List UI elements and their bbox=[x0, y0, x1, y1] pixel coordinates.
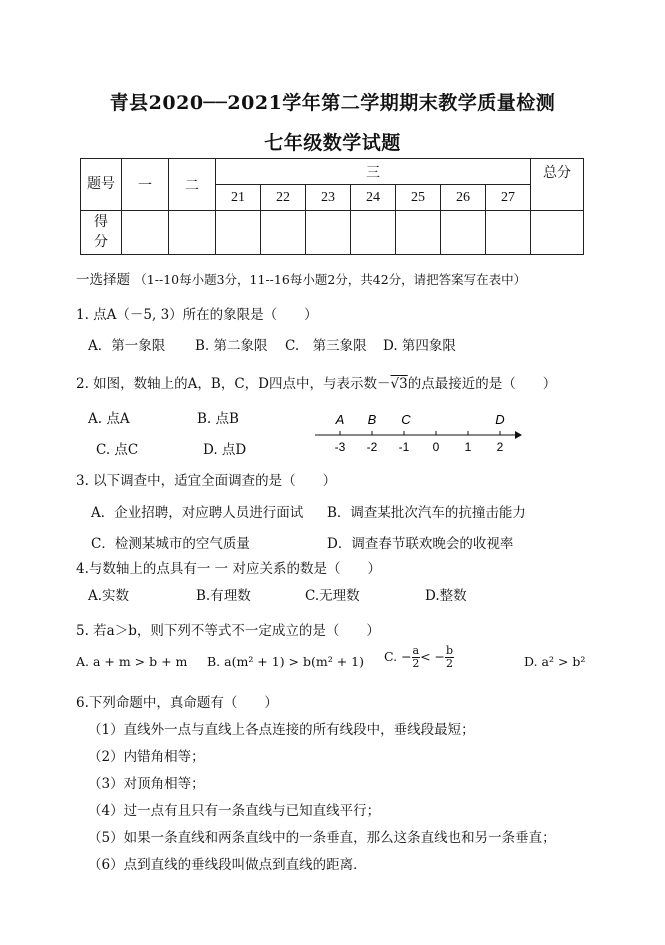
score-cell-21[interactable] bbox=[216, 211, 261, 255]
q1-option-a[interactable]: A．第一象限 bbox=[88, 338, 166, 354]
header-section-1: 一 bbox=[122, 159, 169, 211]
header-q25: 25 bbox=[396, 185, 441, 211]
score-cell-23[interactable] bbox=[306, 211, 351, 255]
q4-stem: 4.与数轴上的点具有一 一 对应关系的数是（ ） bbox=[76, 561, 381, 577]
tick-label-neg1: -1 bbox=[398, 440, 410, 454]
q4-option-d[interactable]: D.整数 bbox=[425, 588, 467, 604]
row-score-label: 得分 bbox=[81, 211, 122, 255]
q5-option-a[interactable]: A. a + m > b + m bbox=[76, 654, 188, 669]
header-q26: 26 bbox=[441, 185, 486, 211]
q6-item-3: （3）对顶角相等； bbox=[88, 776, 205, 792]
q1-stem: 1. 点A（－5, 3）所在的象限是（ ） bbox=[76, 307, 318, 323]
header-section-3: 三 bbox=[216, 159, 531, 185]
header-total: 总分 bbox=[531, 159, 584, 211]
score-cell-25[interactable] bbox=[396, 211, 441, 255]
tick-label-0: 0 bbox=[432, 440, 440, 454]
exam-title: 青县2020──2021学年第二学期期末教学质量检测 bbox=[109, 92, 556, 114]
point-a: A bbox=[335, 412, 345, 427]
score-cell-22[interactable] bbox=[261, 211, 306, 255]
score-cell-27[interactable] bbox=[486, 211, 531, 255]
sqrt3: √3 bbox=[390, 376, 408, 392]
header-q21: 21 bbox=[216, 185, 261, 211]
q2-option-c[interactable]: C. 点C bbox=[96, 442, 139, 458]
q6-item-6: （6）点到直线的垂线段叫做点到直线的距离． bbox=[88, 857, 367, 873]
exam-subtitle: 七年级数学试题 bbox=[264, 132, 401, 154]
score-cell-1[interactable] bbox=[122, 211, 169, 255]
q4-option-b[interactable]: B.有理数 bbox=[196, 588, 251, 604]
q1-option-b[interactable]: B. 第二象限 bbox=[195, 338, 268, 354]
header-section-2: 二 bbox=[169, 159, 216, 211]
tick-label-neg2: -2 bbox=[366, 440, 378, 454]
score-cell-total[interactable] bbox=[531, 211, 584, 255]
score-table bbox=[80, 158, 584, 255]
q2-option-a[interactable]: A. 点A bbox=[88, 411, 130, 427]
q6-item-2: （2）内错角相等； bbox=[88, 749, 205, 765]
number-line bbox=[310, 408, 525, 456]
q6-stem: 6.下列命题中，真命题有（ ） bbox=[76, 695, 278, 711]
q5-option-b[interactable]: B. a(m² + 1) > b(m² + 1) bbox=[207, 654, 364, 669]
q3-option-a[interactable]: A．企业招聘，对应聘人员进行面试 bbox=[91, 505, 304, 521]
score-cell-26[interactable] bbox=[441, 211, 486, 255]
header-q24: 24 bbox=[351, 185, 396, 211]
score-cell-2[interactable] bbox=[169, 211, 216, 255]
tick-label-2: 2 bbox=[496, 440, 504, 454]
q5-option-c[interactable]: C. − $\frac{a}{2}$ < − $\frac{b}{2}$ bbox=[384, 644, 454, 670]
frac-a-over-2: $\frac{a}{2}$ bbox=[412, 644, 420, 670]
q2-option-d[interactable]: D. 点D bbox=[203, 442, 247, 458]
q3-option-c[interactable]: C．检测某城市的空气质量 bbox=[91, 536, 250, 552]
section-note: （1--10每小题3分，11--16每小题2分，共42分，请把答案写在表中） bbox=[134, 272, 527, 287]
tick-label-neg3: -3 bbox=[334, 440, 346, 454]
q3-option-d[interactable]: D．调查春节联欢晚会的收视率 bbox=[327, 536, 514, 552]
q6-item-4: （4）过一点有且只有一条直线与已知直线平行； bbox=[88, 803, 381, 819]
header-q23: 23 bbox=[306, 185, 351, 211]
q5-stem: 5. 若a＞b，则下列不等式不一定成立的是（ ） bbox=[76, 623, 380, 639]
q3-option-b[interactable]: B．调查某批次汽车的抗撞击能力 bbox=[327, 505, 526, 521]
point-c: C bbox=[401, 412, 411, 427]
section-heading: 一选择题 （1--10每小题3分，11--16每小题2分，共42分，请把答案写在表中） bbox=[76, 272, 527, 288]
q2-option-b[interactable]: B. 点B bbox=[197, 411, 239, 427]
number-line-arrow bbox=[515, 431, 522, 439]
q6-item-1: （1）直线外一点与直线上各点连接的所有线段中，垂线段最短； bbox=[88, 722, 475, 738]
tick-label-1: 1 bbox=[464, 440, 472, 454]
point-d: D bbox=[495, 412, 505, 427]
q4-option-a[interactable]: A.实数 bbox=[88, 588, 130, 604]
score-cell-24[interactable] bbox=[351, 211, 396, 255]
frac-b-over-2: $\frac{b}{2}$ bbox=[446, 644, 454, 670]
q6-item-5: （5）如果一条直线和两条直线中的一条垂直，那么这条直线也和另一条垂直； bbox=[88, 830, 556, 846]
q5-option-d[interactable]: D. a² > b² bbox=[524, 654, 586, 669]
q1-option-c[interactable]: C. 第三象限 bbox=[285, 338, 367, 354]
point-b: B bbox=[367, 412, 377, 427]
header-q22: 22 bbox=[261, 185, 306, 211]
q3-stem: 3. 以下调查中，适宜全面调查的是（ ） bbox=[76, 473, 337, 489]
q1-option-d[interactable]: D. 第四象限 bbox=[383, 338, 456, 354]
q4-option-c[interactable]: C.无理数 bbox=[305, 588, 360, 604]
q2-stem: 2. 如图，数轴上的A，B，C，D四点中，与表示数－√3的点最接近的是（ ） bbox=[76, 376, 557, 392]
header-q27: 27 bbox=[486, 185, 531, 211]
header-tihao: 题号 bbox=[81, 159, 122, 211]
